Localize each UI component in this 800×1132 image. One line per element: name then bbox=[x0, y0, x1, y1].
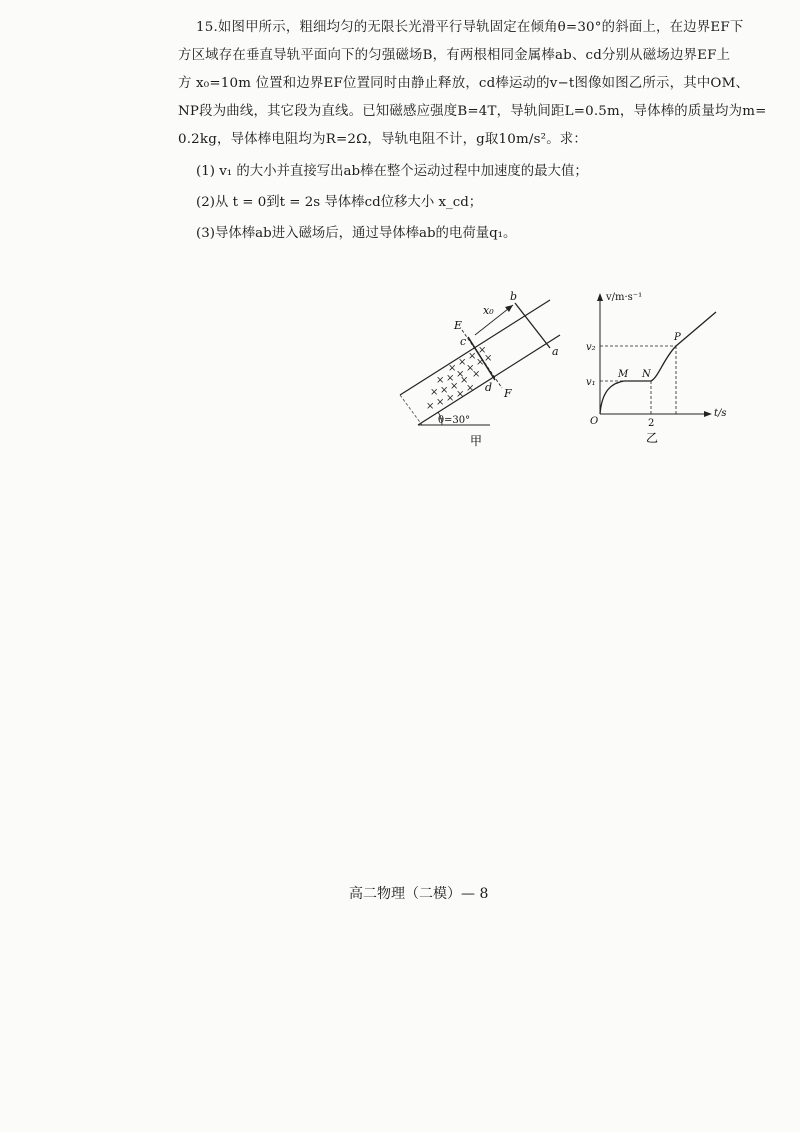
field-cross: × bbox=[484, 353, 493, 364]
label-F: F bbox=[504, 387, 512, 400]
field-cross: × bbox=[456, 369, 465, 380]
question-line-5: 0.2kg，导体棒电阻均为R=2Ω，导轨电阻不计，g取10m/s²。求： bbox=[178, 132, 587, 147]
field-cross: × bbox=[430, 387, 439, 398]
origin-label: O bbox=[590, 416, 599, 427]
subquestion-2: (2)从 t = 0到t = 2s 导体棒cd位移大小 x_cd； bbox=[196, 195, 483, 210]
field-cross: × bbox=[478, 345, 487, 356]
field-cross: × bbox=[426, 401, 435, 412]
field-cross: × bbox=[446, 373, 455, 384]
field-cross: × bbox=[448, 363, 457, 374]
field-cross: × bbox=[436, 375, 445, 386]
field-cross: × bbox=[468, 351, 477, 362]
bar-ab bbox=[515, 303, 550, 348]
label-angle: θ=30° bbox=[438, 415, 471, 426]
label-a: a bbox=[552, 345, 559, 358]
tick-v1: v₁ bbox=[586, 377, 596, 388]
x-axis-arrow bbox=[704, 411, 712, 417]
field-cross: × bbox=[436, 397, 445, 408]
field-cross: × bbox=[456, 389, 465, 400]
question-line-4: NP段为曲线，其它段为直线。已知磁感应强度B=4T，导轨间距L=0.5m，导体棒的质量均为m= bbox=[178, 104, 767, 119]
field-cross: × bbox=[466, 363, 475, 374]
subquestion-3: (3)导体棒ab进入磁场后，通过导体棒ab的电荷量q₁。 bbox=[196, 226, 517, 241]
y-axis-label: v/m·s⁻¹ bbox=[606, 292, 643, 303]
label-b: b bbox=[510, 290, 518, 303]
figure-jia bbox=[380, 285, 580, 470]
field-cross: × bbox=[446, 393, 455, 404]
field-cross: × bbox=[458, 357, 467, 368]
field-cross: × bbox=[460, 375, 469, 386]
question-line-2: 方区域存在垂直导轨平面向下的匀强磁场B，有两根相同金属棒ab、cd分别从磁场边界EF上 bbox=[178, 48, 731, 63]
field-cross: × bbox=[450, 381, 459, 392]
caption-yi: 乙 bbox=[646, 431, 659, 445]
question-line-3: 方 x₀=10m 位置和边界EF位置同时由静止释放，cd棒运动的v−t图像如图乙所示，其中OM、 bbox=[178, 76, 750, 91]
figure-yi bbox=[578, 288, 778, 448]
question-line-1: 15.如图甲所示，粗细均匀的无限长光滑平行导轨固定在倾角θ=30°的斜面上，在边界EF下 bbox=[196, 20, 744, 35]
subquestion-1: (1) v₁ 的大小并直接写出ab棒在整个运动过程中加速度的最大值； bbox=[196, 164, 588, 179]
point-N: N bbox=[642, 369, 651, 380]
field-cross: × bbox=[472, 369, 481, 380]
caption-jia: 甲 bbox=[470, 434, 483, 448]
label-x0: x₀ bbox=[483, 304, 494, 317]
field-cross: × bbox=[476, 357, 485, 368]
label-c: c bbox=[460, 335, 467, 348]
page-footer: 高二物理（二模）— 8 bbox=[349, 886, 489, 902]
y-axis-arrow bbox=[597, 293, 603, 301]
tick-t2: 2 bbox=[648, 418, 655, 429]
point-P: P bbox=[674, 332, 681, 343]
x0-arrowhead bbox=[505, 305, 513, 312]
field-cross: × bbox=[440, 385, 449, 396]
vt-curve bbox=[600, 312, 716, 414]
magnetic-field-crosses bbox=[426, 345, 492, 412]
point-M: M bbox=[618, 369, 629, 380]
field-cross: × bbox=[466, 383, 475, 394]
field-region-edge bbox=[400, 395, 422, 425]
label-d: d bbox=[485, 381, 493, 394]
x-axis-label: t/s bbox=[714, 408, 727, 419]
tick-v2: v₂ bbox=[586, 342, 596, 353]
label-E: E bbox=[454, 319, 463, 332]
